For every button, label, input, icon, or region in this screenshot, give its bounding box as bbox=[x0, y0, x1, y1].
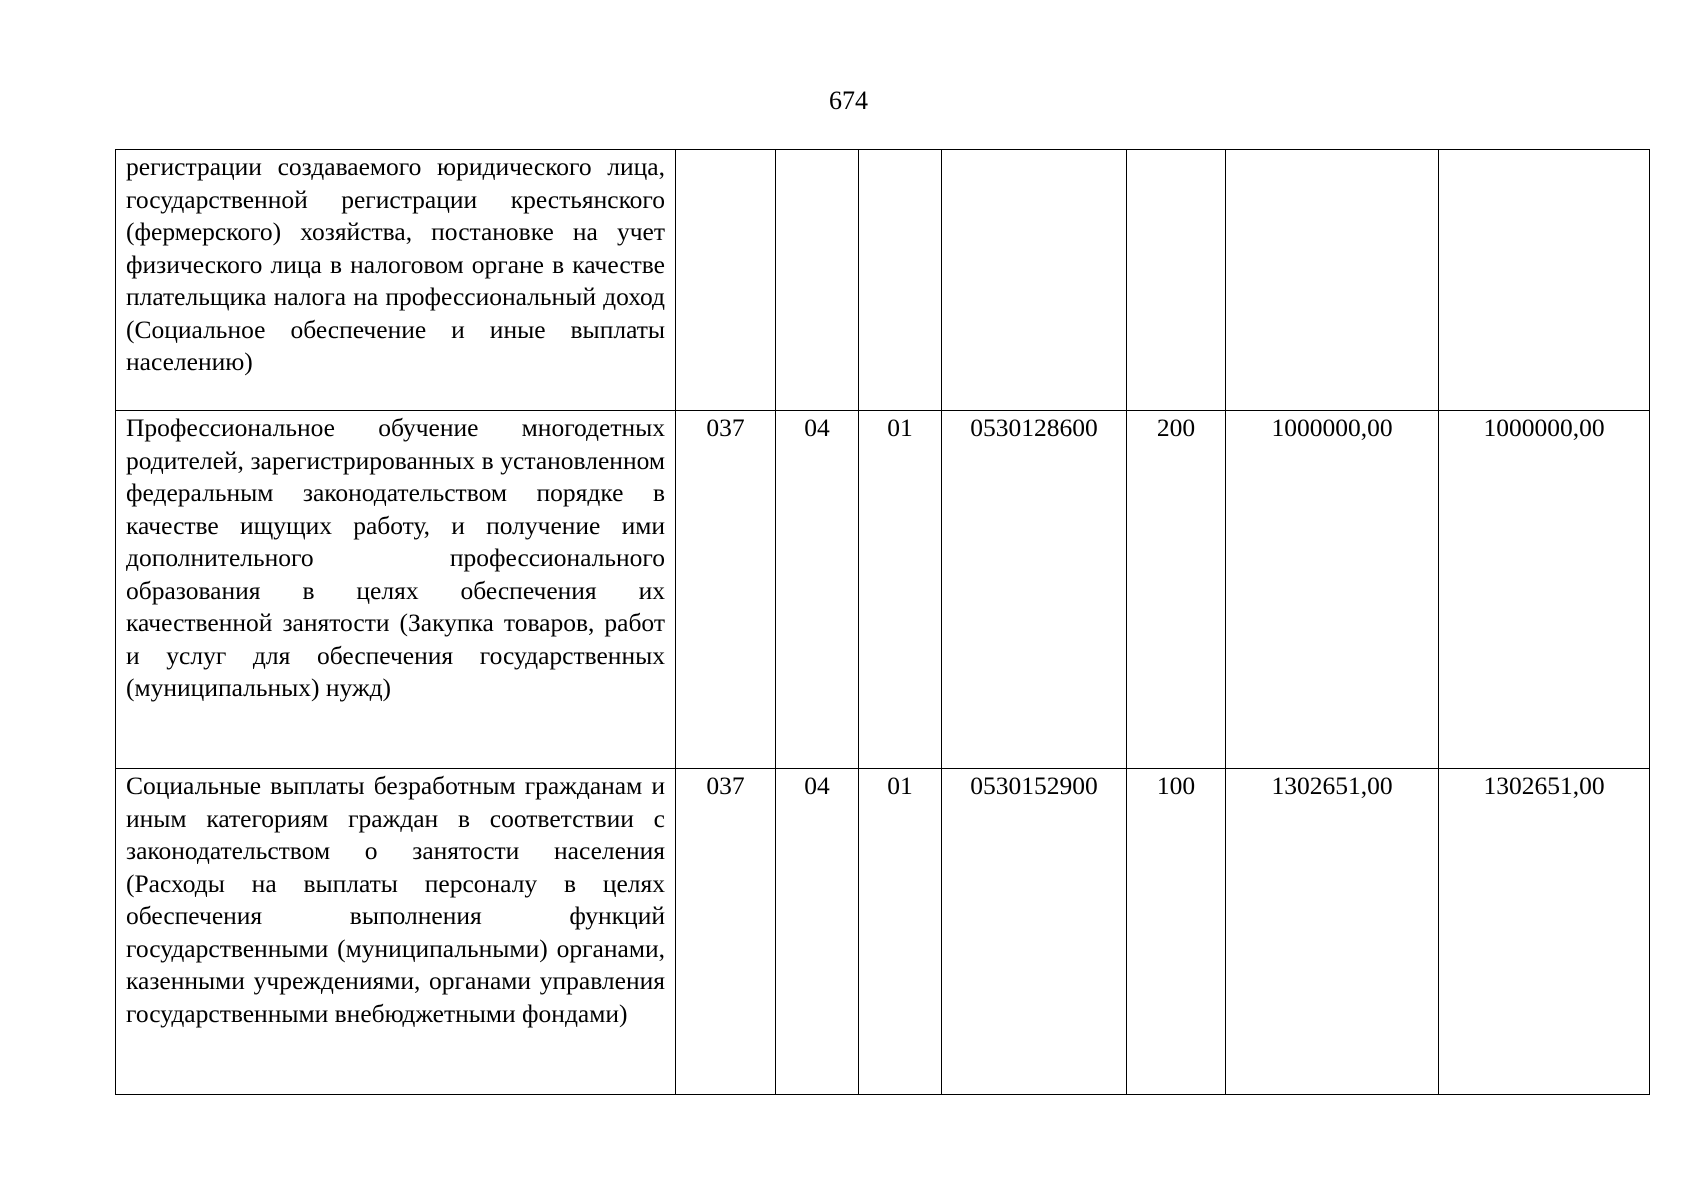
section-code: 04 bbox=[776, 411, 859, 769]
subsection-code bbox=[859, 150, 942, 411]
amount-first: 1000000,00 bbox=[1226, 411, 1439, 769]
amount-first: 1302651,00 bbox=[1226, 769, 1439, 1095]
table-row bbox=[116, 411, 1650, 769]
row-description: Социальные выплаты безработным гражданам и иным категориям граждан в соответствии с законодательством о занятости населения (Расходы на выплаты персоналу в целях обеспечения выполнения функций государственными (муниципальными) органами, казенными учреждениями, органами управления государственными внебюджетными фондами) bbox=[116, 769, 676, 1095]
expense-type-code: 200 bbox=[1127, 411, 1226, 769]
target-item-code: 0530152900 bbox=[942, 769, 1127, 1095]
subsection-code: 01 bbox=[859, 411, 942, 769]
page-number: 674 bbox=[829, 86, 868, 115]
amount-first bbox=[1226, 150, 1439, 411]
ministry-code: 037 bbox=[676, 769, 776, 1095]
amount-second: 1302651,00 bbox=[1439, 769, 1650, 1095]
expense-type-code bbox=[1127, 150, 1226, 411]
row-description: регистрации создаваемого юридического лица, государственной регистрации крестьянского (фермерского) хозяйства, постановке на учет физического лица в налоговом органе в качестве плательщика налога на профессиональный доход (Социальное обеспечение и иные выплаты населению) bbox=[116, 150, 676, 411]
amount-second: 1000000,00 bbox=[1439, 411, 1650, 769]
table-row bbox=[116, 769, 1650, 1095]
ministry-code bbox=[676, 150, 776, 411]
section-code bbox=[776, 150, 859, 411]
ministry-code: 037 bbox=[676, 411, 776, 769]
row-description: Профессиональное обучение многодетных родителей, зарегистрированных в установленном федеральным законодательством порядке в качестве ищущих работу, и получение ими дополнительного профессионального образования в целях обеспечения их качественной занятости (Закупка товаров, работ и услуг для обеспечения государственных (муниципальных) нужд) bbox=[116, 411, 676, 769]
subsection-code: 01 bbox=[859, 769, 942, 1095]
target-item-code bbox=[942, 150, 1127, 411]
budget-table bbox=[115, 149, 1650, 1095]
amount-second bbox=[1439, 150, 1650, 411]
section-code: 04 bbox=[776, 769, 859, 1095]
table-row bbox=[116, 150, 1650, 411]
expense-type-code: 100 bbox=[1127, 769, 1226, 1095]
target-item-code: 0530128600 bbox=[942, 411, 1127, 769]
